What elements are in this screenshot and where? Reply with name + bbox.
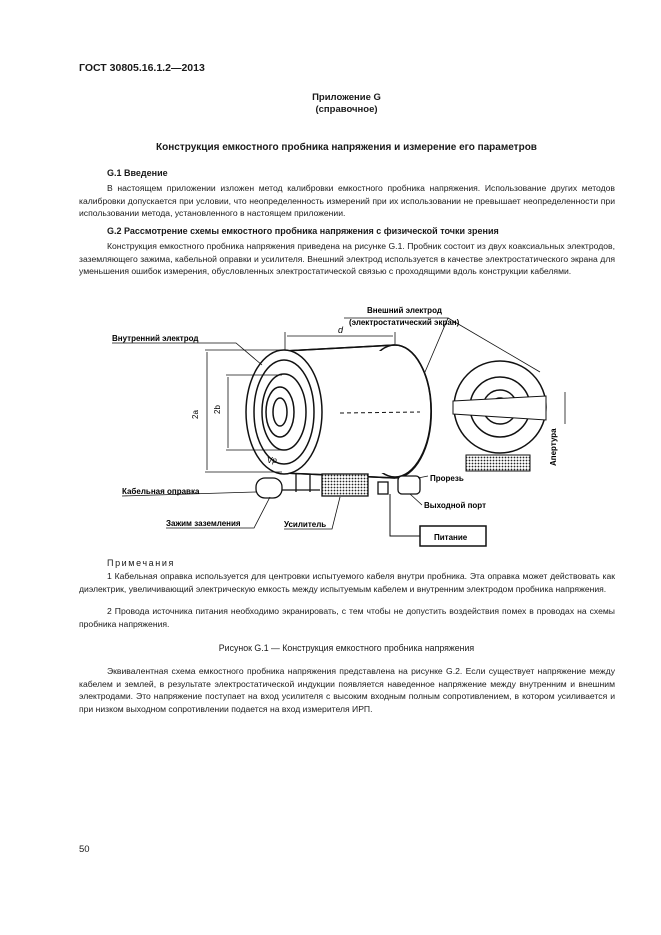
probe-construction-figure — [0, 296, 661, 556]
label-inner-electrode: Внутренний электрод — [112, 334, 199, 343]
closing-paragraph: Эквивалентная схема емкостного пробника напряжения представлена на рисунке G.2. Если существует напряжение между кабелем и землей, в результате электростатической индукции появляется наведенное напряжение между внутренним и внешним электродами. Это напряжение поступает на вход усилителя с высоким входным полным сопротивлением, в котором усиливается и при низком выходном сопротивлении подается на вход измерителя ИРП. — [79, 666, 615, 714]
label-cable-mandrel: Кабельная оправка — [122, 487, 200, 496]
document-title: Конструкция емкостного пробника напряжения и измерение его параметров — [156, 142, 537, 153]
output-port-part — [398, 476, 420, 494]
end-view-amplifier — [466, 455, 530, 471]
label-amplifier: Усилитель — [284, 520, 327, 529]
section-g2-text: Конструкция емкостного пробника напряжения приведена на рисунке G.1. Пробник состоит из двух коаксиальных электродов, заземляющего зажима, кабельной оправки и усилителя. Внешний электрод используется в качестве электростатического экрана для уменьшения ошибок измерения, обусловленных электростатической связью с проходящими вдоль конструкции кабелями. — [79, 241, 615, 277]
appendix-title: Приложение G — [312, 92, 381, 103]
section-g1-heading: G.1 Введение — [107, 168, 168, 178]
note-1: 1 Кабельная оправка используется для центровки испытуемого кабеля внутри пробника. Эта оправка может действовать как диэлектрик, увеличивающий электрическую емкость между испытуемым кабелем и внутренним электродом пробника напряжения. — [79, 571, 615, 594]
figure-caption: Рисунок G.1 — Конструкция емкостного пробника напряжения — [218, 643, 475, 653]
cable-mandrel-part — [256, 478, 282, 498]
connector — [378, 482, 388, 494]
label-outer-electrode: Внешний электрод — [367, 306, 442, 315]
label-2a: 2a — [191, 410, 200, 419]
notes-heading: Примечания — [107, 558, 175, 568]
label-vp: Vp — [267, 456, 277, 465]
leader-output-port — [410, 494, 422, 505]
page-number: 50 — [79, 844, 90, 855]
label-output-port: Выходной порт — [424, 501, 486, 510]
label-aperture: Апертура — [549, 428, 558, 466]
label-slot: Прорезь — [430, 474, 464, 483]
label-power: Питание — [434, 533, 468, 542]
label-ground-clamp: Зажим заземления — [166, 519, 241, 528]
section-g2-heading: G.2 Рассмотрение схемы емкостного пробника напряжения с физической точки зрения — [107, 226, 499, 236]
label-outer-electrode-2: (электростатический экран) — [349, 318, 460, 327]
amplifier-block — [322, 474, 368, 496]
appendix-type: (справочное) — [315, 104, 378, 115]
document-header: ГОСТ 30805.16.1.2—2013 — [79, 62, 205, 74]
cable-hole — [273, 398, 287, 426]
label-2b: 2b — [213, 405, 222, 414]
section-g1-text: В настоящем приложении изложен метод калибровки емкостного пробника напряжения. Использование других методов калибровки допускается при условии, что неопределенность измерений при их использовании не превышает неопределенности при использовании метода, установленного в настоящем приложении. — [79, 183, 615, 219]
leader-inner-electrode — [112, 343, 262, 365]
power-wire — [390, 494, 420, 536]
note-2: 2 Провода источника питания необходимо экранировать, с тем чтобы не допустить воздействия помех в проводах на схемы пробника напряжения. — [79, 606, 615, 629]
label-d: d — [338, 325, 344, 335]
